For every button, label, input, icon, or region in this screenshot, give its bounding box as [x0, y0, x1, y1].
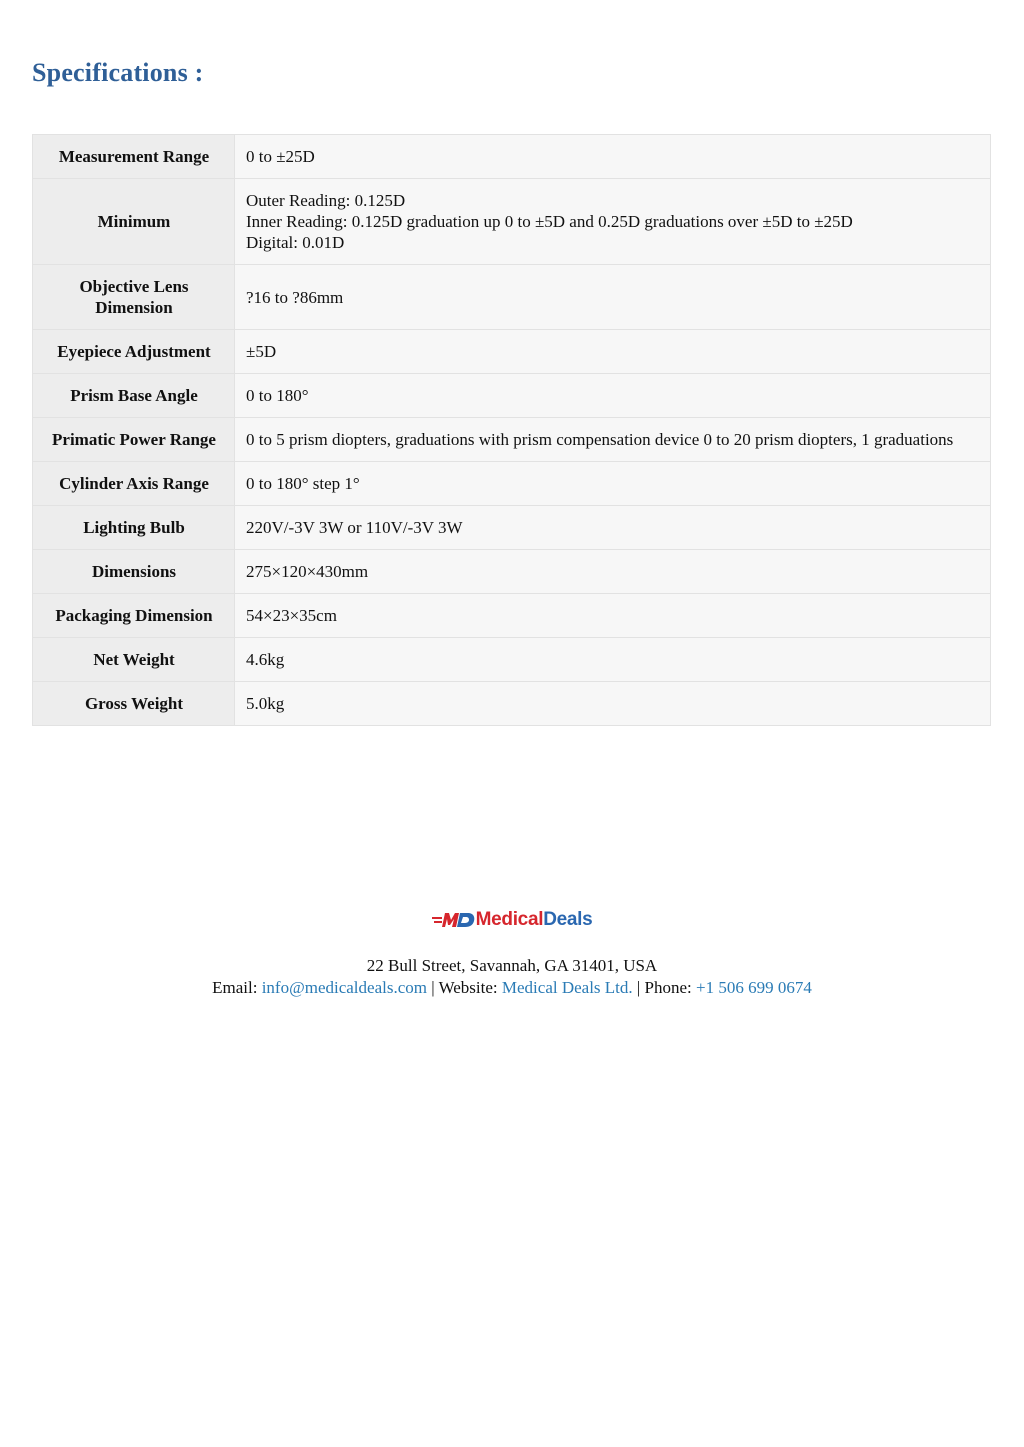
spec-value: [235, 374, 991, 418]
spec-value: [235, 330, 991, 374]
phone-link[interactable]: +1 506 699 0674: [696, 978, 812, 997]
spec-label: Minimum: [33, 179, 235, 265]
spec-value-line: 275×120×430mm: [246, 562, 369, 581]
spec-value-line: 0 to ±25D: [246, 147, 315, 166]
website-label: | Website:: [431, 978, 498, 997]
spec-value: [235, 135, 991, 179]
table-row: [33, 265, 991, 330]
table-row: [33, 179, 991, 265]
spec-value-line: ±5D: [246, 342, 277, 361]
specifications-table-body: [33, 135, 991, 726]
page-title: Specifications :: [32, 58, 204, 87]
email-label: Email:: [212, 978, 258, 997]
spec-value: [235, 682, 991, 726]
footer: [0, 905, 1024, 999]
spec-value: [235, 418, 991, 462]
spec-label: Primatic Power Range: [33, 418, 235, 462]
spec-label: Dimensions: [33, 550, 235, 594]
spec-label: Packaging Dimension: [33, 594, 235, 638]
table-row: [33, 135, 991, 179]
spec-value-line: 0 to 180° step 1°: [246, 474, 360, 493]
spec-value: [235, 638, 991, 682]
spec-value: [235, 550, 991, 594]
table-row: [33, 682, 991, 726]
spec-value-line: 5.0kg: [246, 694, 285, 713]
spec-label: Prism Base Angle: [33, 374, 235, 418]
spec-value-line: Digital: 0.01D: [246, 233, 345, 252]
specifications-table: [32, 134, 991, 726]
spec-label: Measurement Range: [33, 135, 235, 179]
md-logo-mark-icon: [432, 910, 476, 930]
spec-value-line: 0 to 5 prism diopters, graduations with prism compensation device 0 to 20 prism diopters, 1 graduations: [246, 430, 954, 449]
spec-value: [235, 265, 991, 330]
spec-value-line: 0 to 180°: [246, 386, 309, 405]
spec-label: Net Weight: [33, 638, 235, 682]
website-link[interactable]: Medical Deals Ltd.: [501, 978, 633, 997]
spec-label: Gross Weight: [33, 682, 235, 726]
phone-label: | Phone:: [636, 978, 692, 997]
table-row: [33, 594, 991, 638]
logo-word-medical: Medical: [475, 909, 544, 930]
table-row: [33, 638, 991, 682]
spec-label: Eyepiece Adjustment: [33, 330, 235, 374]
spec-value-line: 4.6kg: [246, 650, 285, 669]
table-row: [33, 462, 991, 506]
footer-address: 22 Bull Street, Savannah, GA 31401, USA: [366, 956, 658, 975]
footer-contact: [0, 977, 1024, 999]
spec-value-line: Inner Reading: 0.125D graduation up 0 to ±5D and 0.25D graduations over ±5D to ±25D: [246, 212, 853, 231]
spec-label: Lighting Bulb: [33, 506, 235, 550]
table-row: [33, 550, 991, 594]
spec-value-line: 220V/-3V 3W or 110V/-3V 3W: [246, 518, 463, 537]
spec-value-line: Outer Reading: 0.125D: [246, 191, 406, 210]
logo-word-deals: Deals: [543, 909, 593, 930]
table-row: [33, 330, 991, 374]
spec-label: Cylinder Axis Range: [33, 462, 235, 506]
medical-deals-logo[interactable]: [432, 905, 593, 935]
spec-value-line: 54×23×35cm: [246, 606, 337, 625]
spec-value: [235, 506, 991, 550]
table-row: [33, 374, 991, 418]
table-row: [33, 506, 991, 550]
spec-value-line: ?16 to ?86mm: [246, 287, 344, 307]
logo-wordmark: [476, 909, 593, 931]
spec-value: [235, 179, 991, 265]
spec-label: Objective Lens Dimension: [33, 265, 235, 330]
table-row: [33, 418, 991, 462]
email-link[interactable]: info@medicaldeals.com: [261, 978, 427, 997]
spec-value: [235, 594, 991, 638]
spec-value: [235, 462, 991, 506]
